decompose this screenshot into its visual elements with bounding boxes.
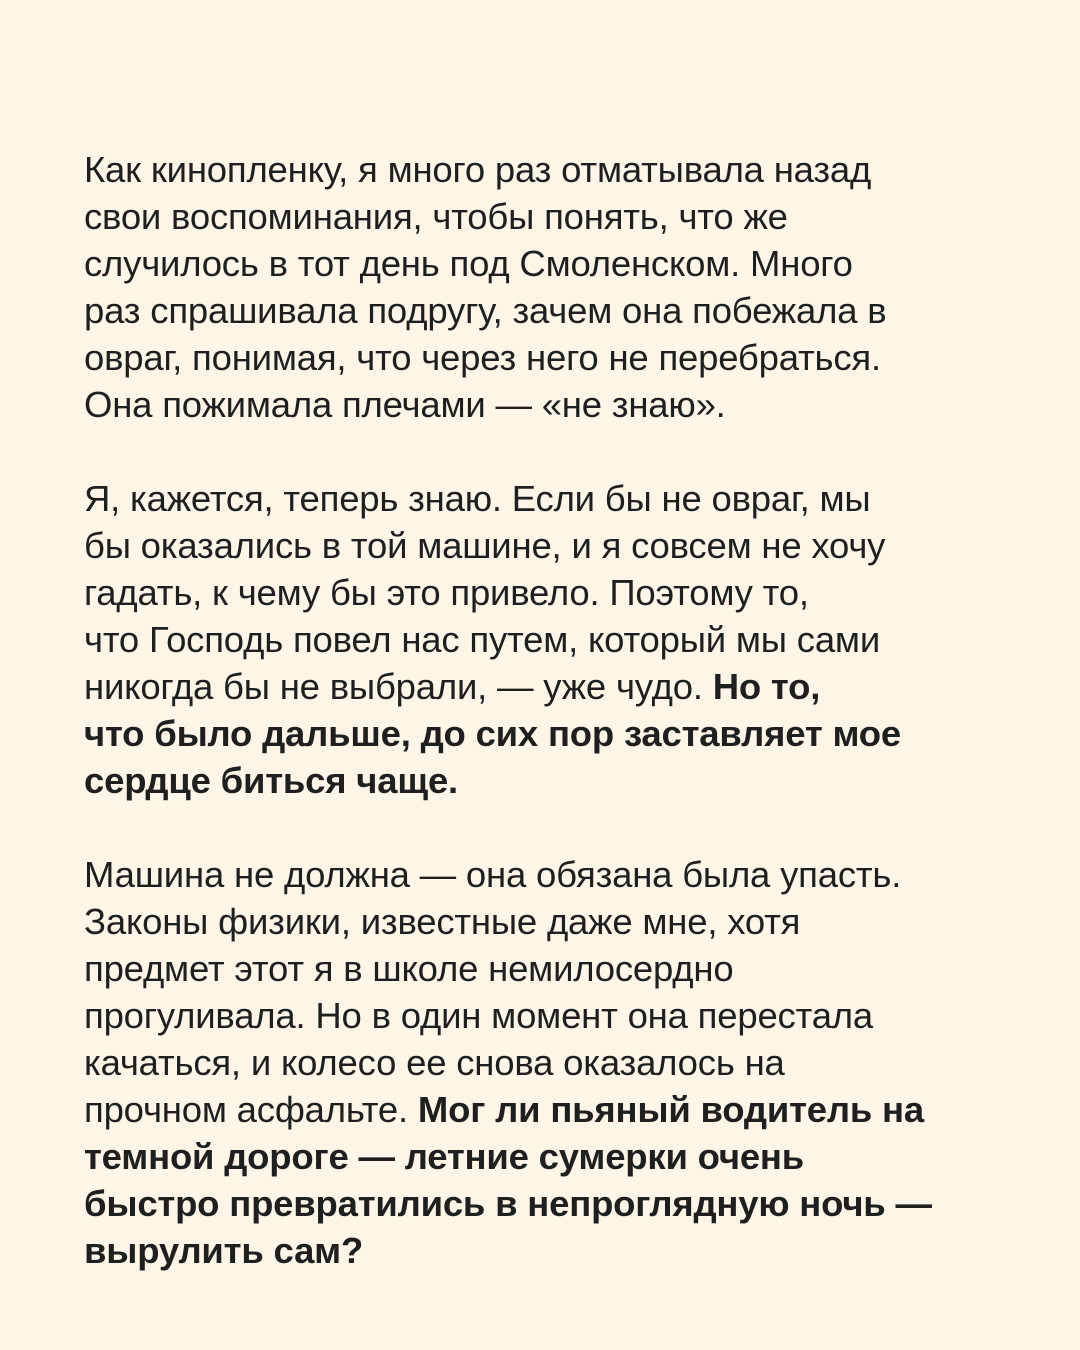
paragraph-3-text: Машина не должна — она обязана была упасть. Законы физики, известные даже мне, хотя предмет этот я в школе немилосердно прогуливала. Но в один момент она перестала качаться, и колесо ее снова оказалось на прочном асфальте. [84, 854, 902, 1130]
paragraph-1-text: Как кинопленку, я много раз отматывала назад свои воспоминания, чтобы понять, что же случилось в тот день под Смоленском. Много раз спрашивала подругу, зачем она побежала в овраг, понимая, что через него не перебраться. Она пожимала плечами — «не знаю». [84, 149, 887, 425]
paragraph-3 [84, 851, 1022, 1274]
paragraph-2-text: Я, кажется, теперь знаю. Если бы не овраг, мы бы оказались в той машине, и я совсем не хочу гадать, к чему бы это привело. Поэтому то, что Господь повел нас путем, который мы сами никогда бы не выбрали, — уже чудо. [84, 478, 886, 707]
paragraph-2 [84, 475, 1022, 804]
paragraph-2-bold-text: Но то, что было дальше, до сих пор заставляет мое сердце биться чаще. [84, 666, 901, 801]
paragraph-1 [84, 146, 1022, 428]
paragraph-3-bold-text: Мог ли пьяный водитель на темной дороге — летние сумерки очень быстро превратились в непроглядную ночь — вырулить сам? [84, 1089, 932, 1271]
